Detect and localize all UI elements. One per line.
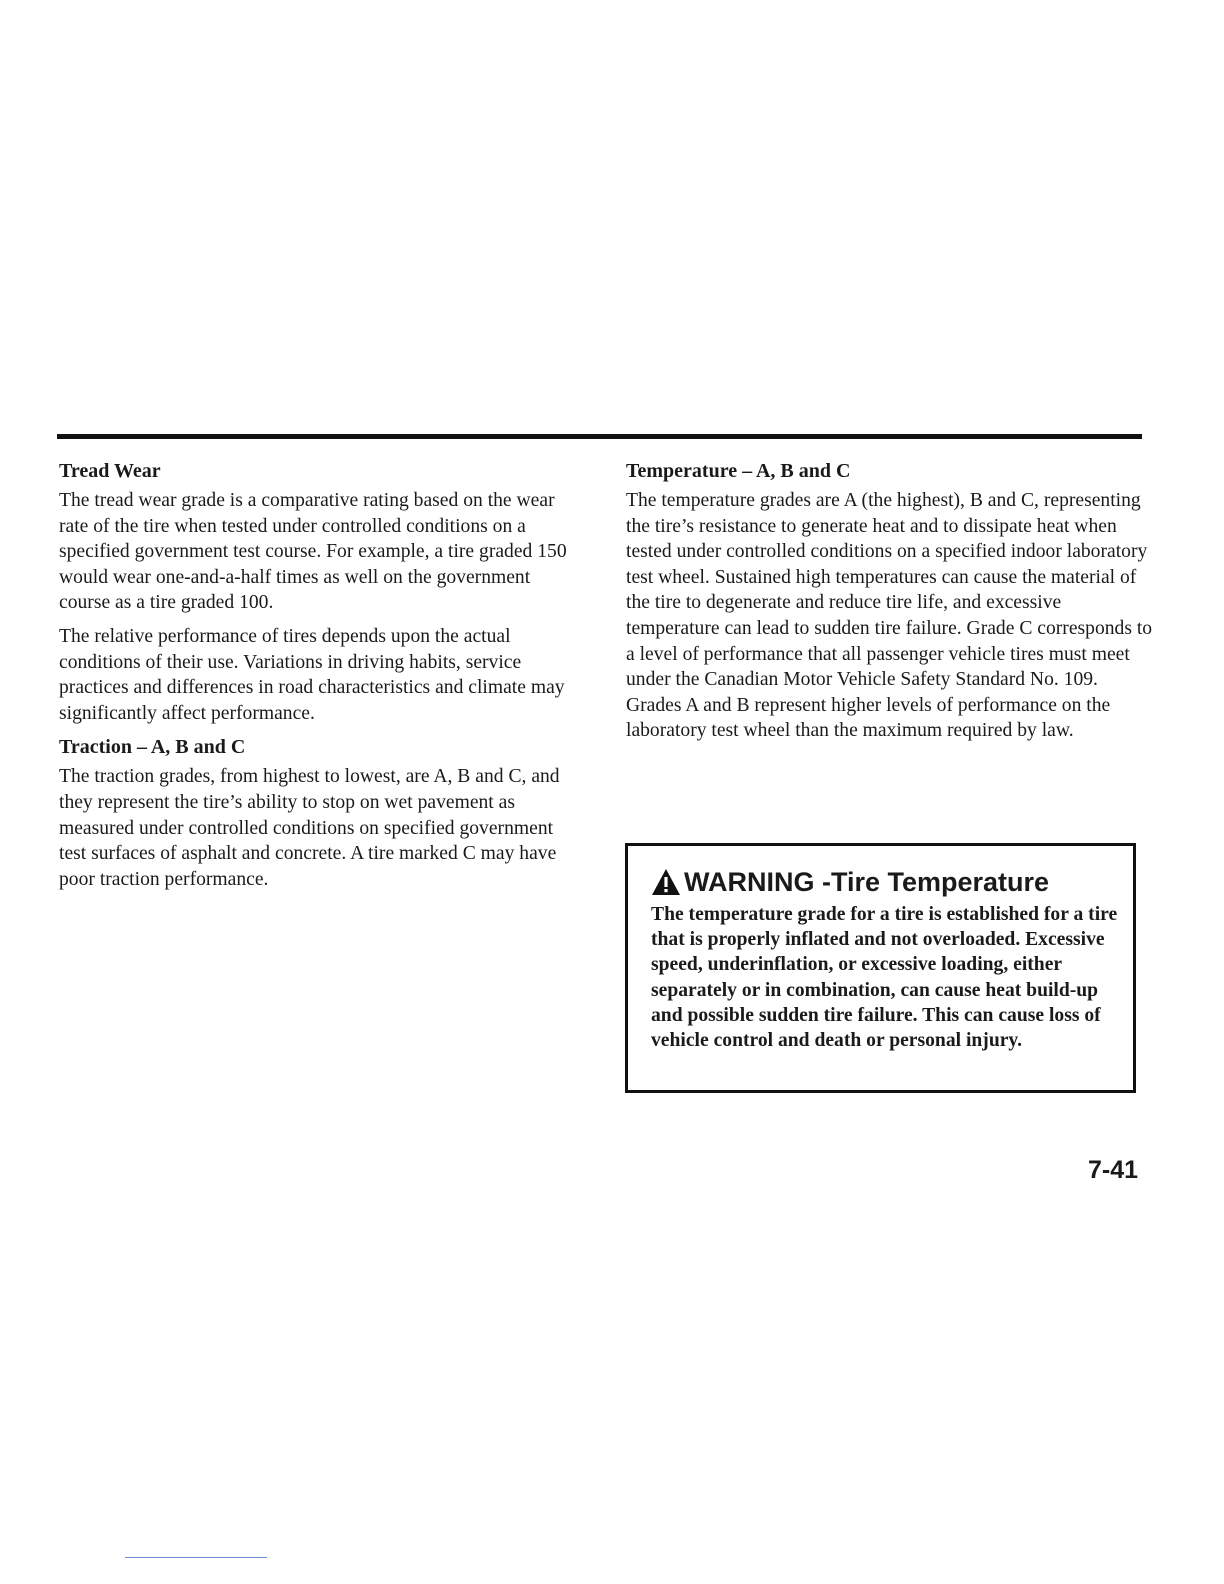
right-column bbox=[626, 458, 1154, 752]
temperature-heading: Temperature – A, B and C bbox=[626, 460, 851, 482]
warning-box bbox=[625, 843, 1136, 1093]
warning-text: The temperature grade for a tire is established for a tire that is properly inflated and not overloaded. Excessive speed, underinflation, or excessive loading, either separately or in combination, can cause heat build-up and possible sudden tire failure. This can cause loss of vehicle control and death or personal injury. bbox=[651, 904, 1118, 1052]
tread-wear-section bbox=[59, 458, 579, 726]
tread-wear-paragraph-2: The relative performance of tires depends upon the actual conditions of their use. Variations in driving habits, service practices and differences in road characteristics and climate may significantly affect performance. bbox=[59, 625, 565, 724]
footer-line bbox=[125, 1557, 267, 1558]
temperature-paragraph-1: The temperature grades are A (the highest), B and C, representing the tire’s resistance to generate heat and to dissipate heat when tested under controlled conditions on a specified indoor laboratory test wheel. Sustained high temperatures can cause the material of the tire to degenerate and reduce tire life, and excessive temperature can lead to sudden tire failure. Grade C corresponds to a level of performance that all passenger vehicle tires must meet under the Canadian Motor Vehicle Safety Standard No. 109. Grades A and B represent higher levels of performance on the laboratory test wheel than the maximum required by law. bbox=[626, 490, 1153, 742]
traction-section bbox=[59, 734, 579, 892]
page-number: 7-41 bbox=[1088, 1156, 1139, 1184]
warning-title: WARNING -Tire Temperature bbox=[684, 867, 1050, 897]
traction-paragraph-1: The traction grades, from highest to lowest, are A, B and C, and they represent the tire’s ability to stop on wet pavement as measured under controlled conditions on specified government test surfaces of asphalt and concrete. A tire marked C may have poor traction performance. bbox=[59, 766, 560, 890]
section-divider-rule bbox=[57, 434, 1142, 439]
left-column bbox=[59, 458, 579, 900]
warning-triangle-icon bbox=[651, 868, 681, 896]
traction-heading: Traction – A, B and C bbox=[59, 736, 246, 759]
tread-wear-paragraph-1: The tread wear grade is a comparative rating based on the wear rate of the tire when tested under controlled conditions on a specified government test course. For example, a tire graded 150 would wear one-and-a-half times as well on the government course as a tire graded 100. bbox=[59, 490, 567, 614]
tread-wear-heading: Tread Wear bbox=[59, 460, 161, 482]
warning-title-row bbox=[651, 866, 1133, 898]
temperature-section bbox=[626, 458, 1154, 744]
